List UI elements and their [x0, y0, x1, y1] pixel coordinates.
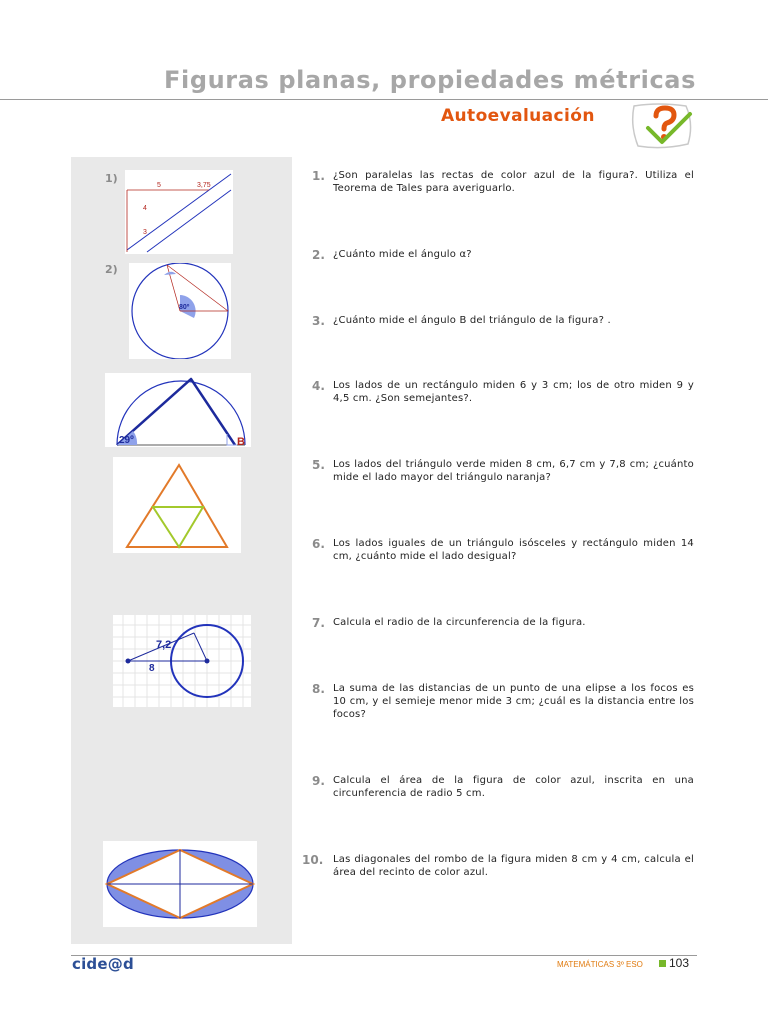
- figure-1-parallel-lines: [125, 170, 233, 254]
- question-text: Los lados de un rectángulo miden 6 y 3 cm; los de otro miden 9 y 4,5 cm. ¿Son semejantes?.: [333, 380, 694, 404]
- question-6: [312, 537, 694, 563]
- figure-3-angle-label: 29º: [119, 435, 134, 446]
- figure-10-ellipse-rhombus: [103, 841, 257, 927]
- question-3: [312, 314, 694, 327]
- question-number: 6.: [312, 537, 325, 551]
- question-text: Las diagonales del rombo de la figura miden 8 cm y 4 cm, calcula el área del recinto de color azul.: [333, 854, 694, 878]
- question-number: 2.: [312, 248, 325, 262]
- section-title: Autoevaluación: [441, 106, 595, 126]
- question-8: [312, 682, 694, 721]
- question-number: 3.: [312, 314, 325, 328]
- question-1: [312, 169, 694, 195]
- figure-label-2: 2): [105, 263, 118, 276]
- title-divider: [0, 99, 768, 100]
- footer-subject: MATEMÁTICAS 3º ESO: [557, 960, 643, 969]
- figure-label-1: 1): [105, 172, 118, 185]
- check-question-mark-icon: [628, 102, 698, 152]
- figures-panel: [71, 157, 292, 944]
- figure-2-angle-label: 80º: [179, 304, 190, 311]
- footer-divider: [71, 955, 697, 956]
- question-number: 4.: [312, 379, 325, 393]
- figure-1-label-5: 5: [157, 182, 161, 189]
- figure-7-circle-tangent: [113, 615, 251, 707]
- question-text: Calcula el radio de la circunferencia de la figura.: [333, 617, 586, 628]
- question-number: 5.: [312, 458, 325, 472]
- question-4: [312, 379, 694, 405]
- question-10: [302, 853, 694, 879]
- question-text: Calcula el área de la figura de color azul, inscrita en una circunferencia de radio 5 cm.: [333, 775, 694, 799]
- question-text: La suma de las distancias de un punto de una elipse a los focos es 10 cm, y el semieje menor mide 3 cm; ¿cuál es la distancia entre los focos?: [333, 683, 694, 720]
- question-number: 10.: [302, 853, 324, 867]
- page-title: Figuras planas, propiedades métricas: [164, 66, 696, 94]
- question-text: Los lados iguales de un triángulo isósceles y rectángulo miden 14 cm, ¿cuánto mide el lado desigual?: [333, 538, 694, 562]
- figure-1-label-3: 3: [143, 229, 147, 236]
- figure-5-nested-triangles: [113, 457, 241, 553]
- question-text: ¿Cuánto mide el ángulo B del triángulo de la figura? .: [333, 315, 611, 326]
- question-5: [312, 458, 694, 484]
- question-text: ¿Cuánto mide el ángulo α?: [333, 249, 472, 260]
- figure-3-vertex-label: B: [237, 436, 245, 447]
- footer-green-square-icon: [659, 960, 666, 967]
- question-number: 1.: [312, 169, 325, 183]
- question-9: [312, 774, 694, 800]
- question-number: 7.: [312, 616, 325, 630]
- figure-2-circle-angle: [129, 263, 231, 359]
- question-text: Los lados del triángulo verde miden 8 cm, 6,7 cm y 7,8 cm; ¿cuánto mide el lado mayor del triángulo naranja?: [333, 459, 694, 483]
- figure-1-label-4: 4: [143, 205, 147, 212]
- question-7: [312, 616, 694, 629]
- figure-3-semicircle-triangle: [105, 373, 251, 447]
- question-number: 9.: [312, 774, 325, 788]
- question-2: [312, 248, 694, 261]
- cidead-logo: cide@d: [72, 955, 134, 973]
- page-number: 103: [669, 956, 690, 970]
- figure-1-label-3-75: 3,75: [197, 182, 211, 189]
- question-number: 8.: [312, 682, 325, 696]
- question-text: ¿Son paralelas las rectas de color azul de la figura?. Utiliza el Teorema de Tales para averiguarlo.: [333, 170, 694, 194]
- figure-7-label-8: 8: [149, 663, 155, 674]
- figure-7-label-7-2: 7,2: [156, 639, 172, 651]
